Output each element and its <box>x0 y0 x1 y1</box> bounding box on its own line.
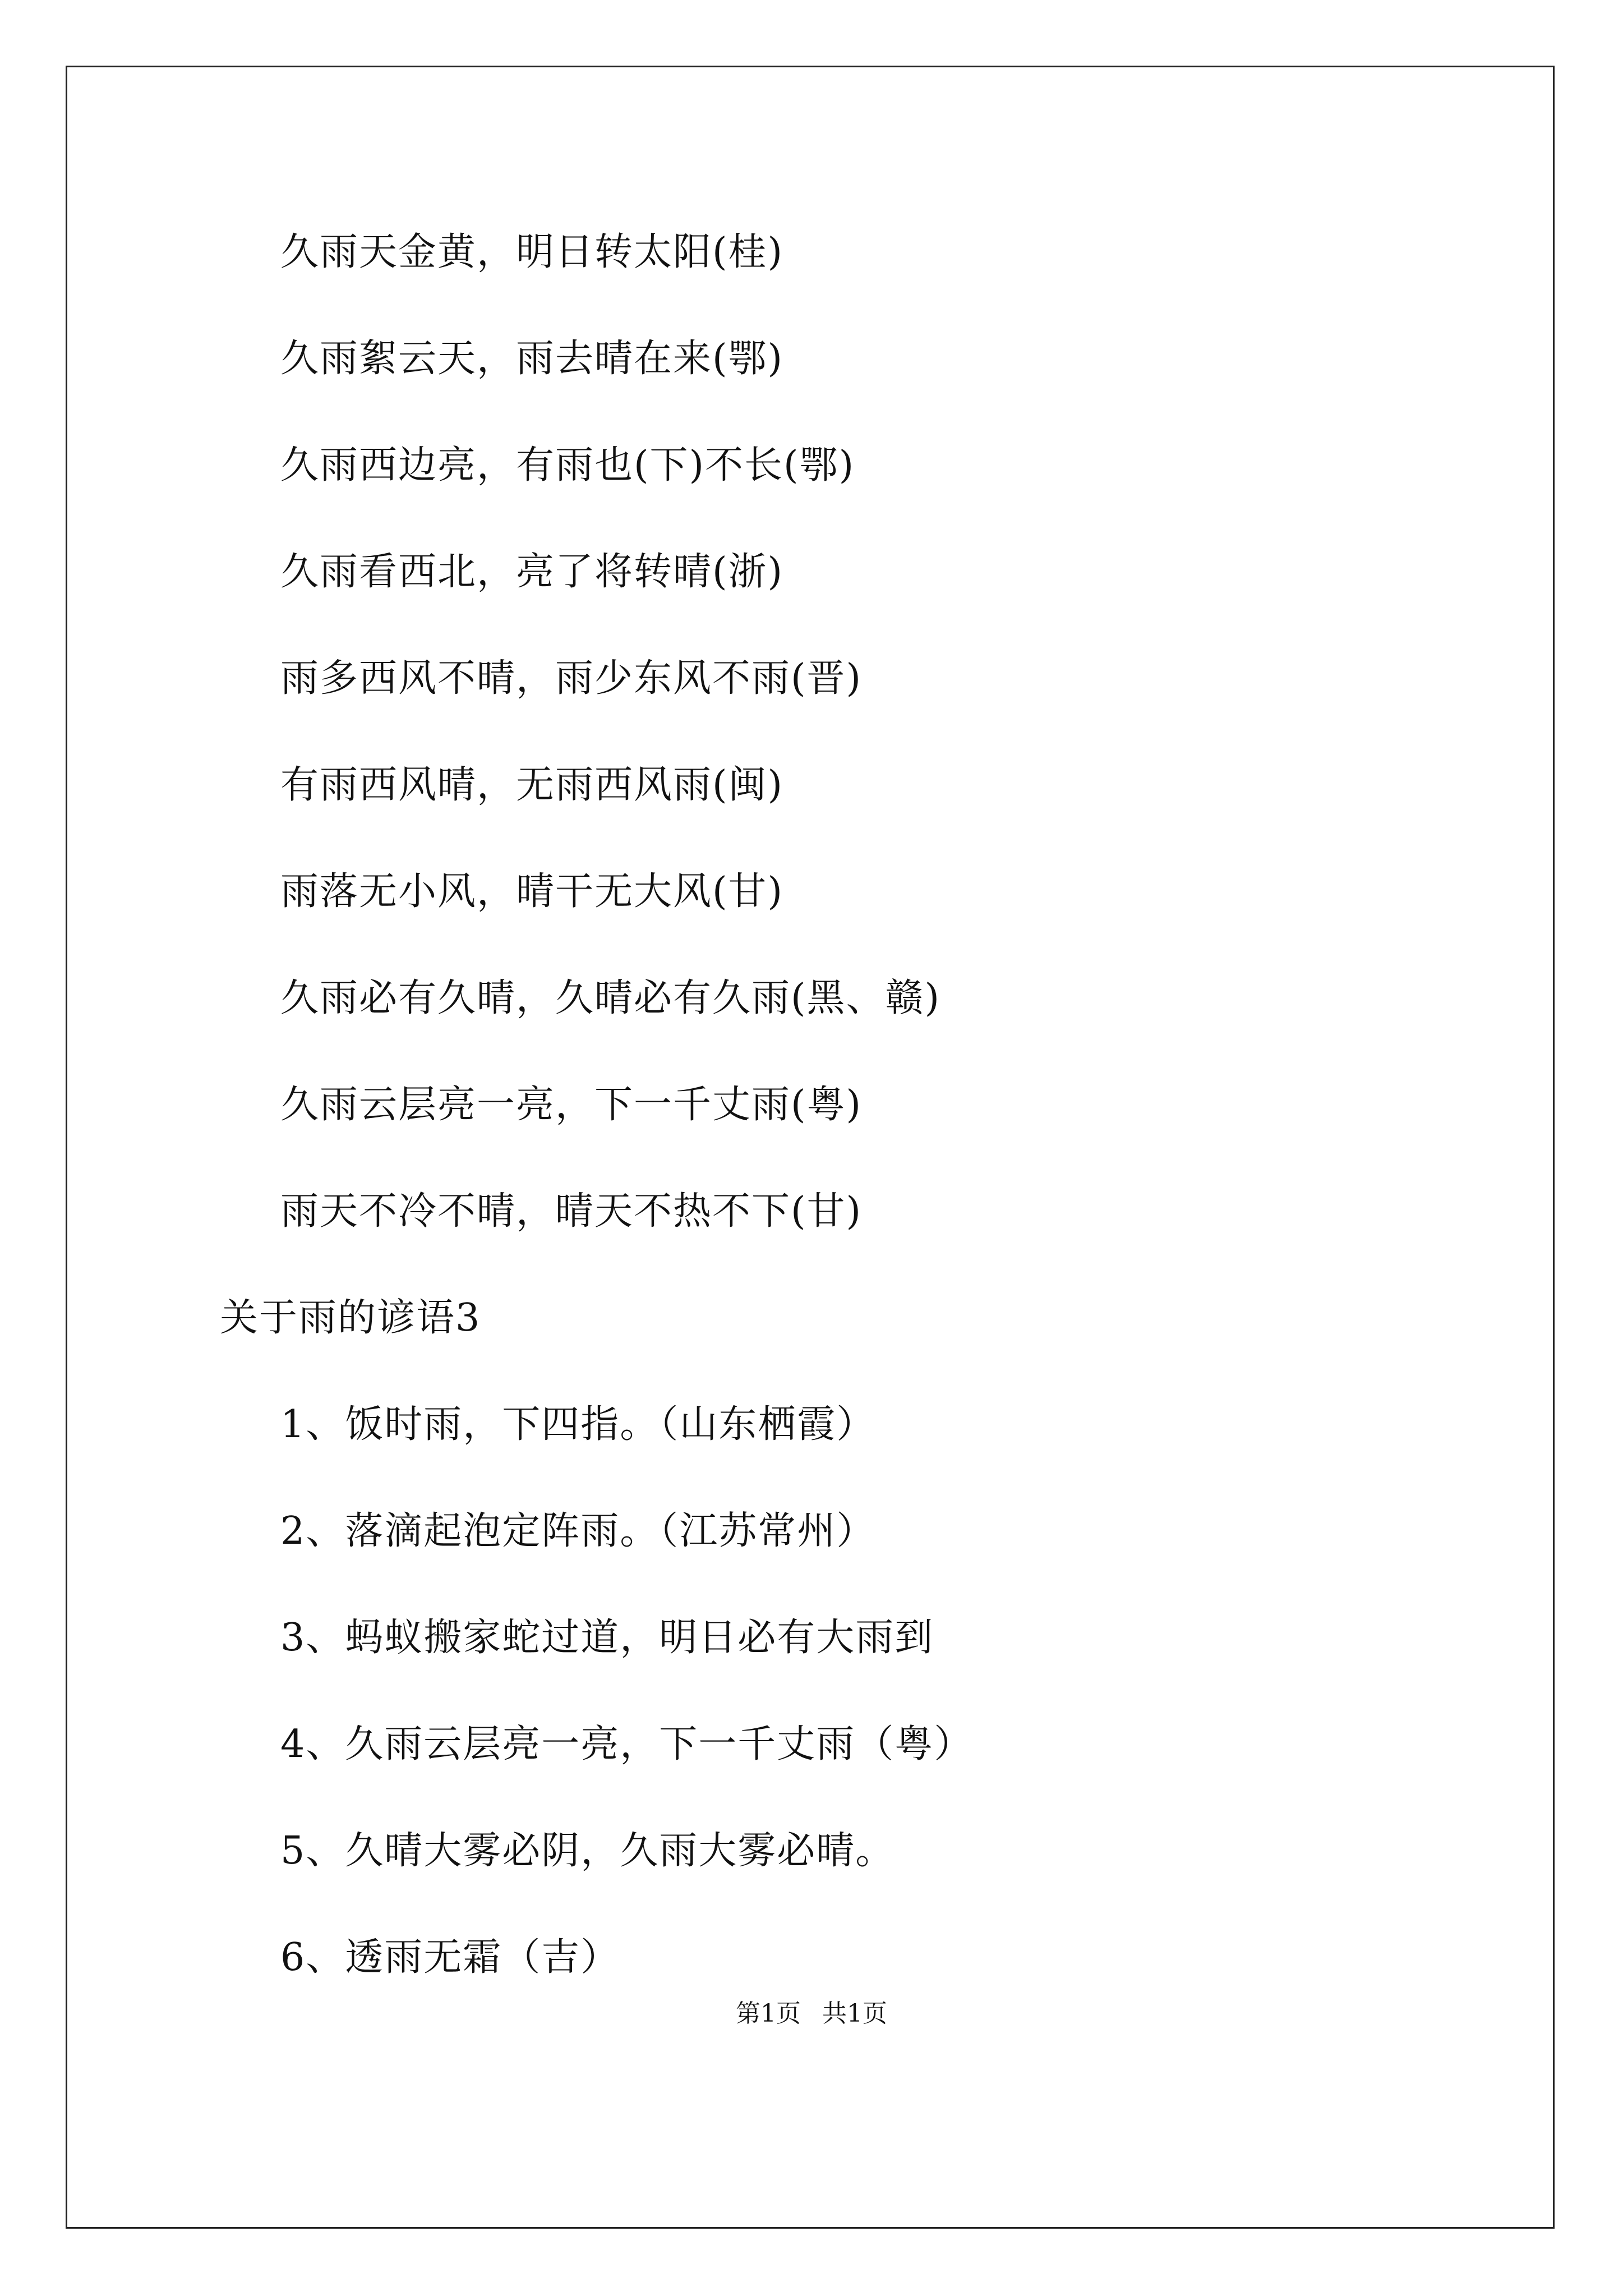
page-total: 共1页 <box>822 1999 887 2028</box>
numbered-proverb: 6、透雨无霜（吉） <box>280 1935 620 1980</box>
proverb-line: 雨多西风不晴，雨少东风不雨(晋) <box>280 656 863 701</box>
proverb-line: 有雨西风晴，无雨西风雨(闽) <box>280 763 784 807</box>
numbered-proverb: 2、落滴起泡定阵雨。（江苏常州） <box>280 1509 876 1553</box>
page-border <box>66 66 1555 2229</box>
proverb-line: 雨天不冷不晴，晴天不热不下(甘) <box>280 1189 863 1234</box>
numbered-proverb: 3、蚂蚁搬家蛇过道，明日必有大雨到 <box>280 1616 934 1660</box>
section-heading: 关于雨的谚语3 <box>220 1296 481 1340</box>
numbered-proverb: 5、久晴大雾必阴，久雨大雾必晴。 <box>280 1829 895 1873</box>
proverb-line: 久雨看西北，亮了将转晴(浙) <box>280 550 784 594</box>
proverb-line: 久雨天金黄，明日转太阳(桂) <box>280 230 784 274</box>
proverb-line: 久雨云层亮一亮，下一千丈雨(粤) <box>280 1083 863 1127</box>
proverb-line: 久雨必有久晴，久晴必有久雨(黑、赣) <box>280 976 941 1020</box>
page-footer <box>0 1997 1623 2031</box>
proverb-line: 久雨絮云天，雨去晴在来(鄂) <box>280 337 784 381</box>
numbered-proverb: 4、久雨云层亮一亮，下一千丈雨（粤） <box>280 1722 974 1766</box>
proverb-line: 久雨西边亮，有雨也(下)不长(鄂) <box>280 443 855 487</box>
page-number: 第1页 <box>736 1999 801 2028</box>
proverb-line: 雨落无小风，晴干无大风(甘) <box>280 869 784 914</box>
numbered-proverb: 1、饭时雨，下四指。（山东栖霞） <box>280 1402 876 1447</box>
